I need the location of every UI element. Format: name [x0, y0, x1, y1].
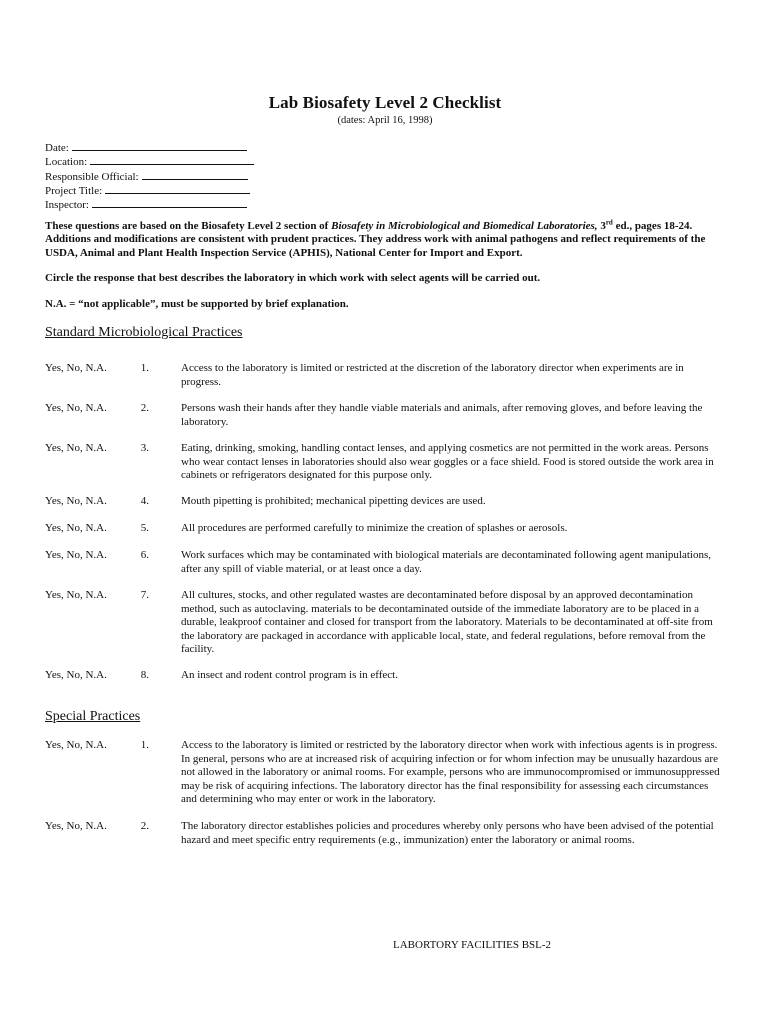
item-text: Mouth pipetting is prohibited; mechanical pipetting devices are used. [181, 495, 486, 507]
intro-paragraph [45, 220, 735, 260]
item-number: 4. [140, 495, 149, 507]
response-options[interactable]: Yes, No, N.A. [45, 362, 107, 374]
item-number: 2. [140, 402, 149, 414]
item-number: 3. [140, 442, 149, 454]
response-options[interactable]: Yes, No, N.A. [45, 669, 107, 681]
item-text: Work surfaces which may be contaminated with biological materials are decontaminated following agent manipulations, after any spill of viable material, or at least once a day. [181, 549, 712, 575]
page-title: Lab Biosafety Level 2 Checklist [268, 93, 502, 112]
item-text: An insect and rodent control program is in effect. [181, 669, 398, 681]
location-field [45, 155, 254, 169]
intro-text-2: 3 [597, 220, 606, 232]
response-options[interactable]: Yes, No, N.A. [45, 739, 107, 751]
project-title-field [45, 184, 254, 198]
item-number: 1. [140, 362, 149, 374]
response-options[interactable]: Yes, No, N.A. [45, 589, 107, 601]
form-fields [45, 141, 254, 212]
date-field [45, 141, 254, 155]
response-options[interactable]: Yes, No, N.A. [45, 820, 107, 832]
item-number: 7. [140, 589, 149, 601]
intro-text-1: These questions are based on the Biosafety Level 2 section of [45, 220, 332, 232]
response-options[interactable]: Yes, No, N.A. [45, 549, 107, 561]
response-options[interactable]: Yes, No, N.A. [45, 402, 107, 414]
item-number: 8. [140, 669, 149, 681]
project-title-input-line[interactable] [105, 184, 250, 194]
circle-instruction: Circle the response that best describes the laboratory in which work with select agents will be carried out. [45, 272, 541, 284]
date-input-line[interactable] [72, 141, 247, 151]
response-options[interactable]: Yes, No, N.A. [45, 495, 107, 507]
item-text: Persons wash their hands after they handle viable materials and animals, after removing gloves, and before leaving the laboratory. [181, 402, 703, 428]
item-text: Eating, drinking, smoking, handling contact lenses, and applying cosmetics are not permitted in the work areas. Persons who wear contact lenses in laboratories should also wear goggles or a face shield. Food is stored outside the work area in cabinets or refrigerators designated for this purpose only. [181, 442, 714, 481]
item-text: All procedures are performed carefully to minimize the creation of splashes or aerosols. [181, 522, 568, 534]
location-label: Location: [45, 156, 88, 169]
response-options[interactable]: Yes, No, N.A. [45, 442, 107, 454]
na-instruction: N.A. = “not applicable”, must be supported by brief explanation. [45, 298, 349, 310]
item-number: 2. [140, 820, 149, 832]
item-number: 6. [140, 549, 149, 561]
responsible-official-label: Responsible Official: [45, 170, 139, 183]
item-number: 1. [140, 739, 149, 751]
item-number: 5. [140, 522, 149, 534]
item-text: Access to the laboratory is limited or restricted at the discretion of the laboratory director when experiments are in progress. [181, 362, 684, 388]
inspector-field [45, 198, 254, 212]
inspector-input-line[interactable] [92, 198, 247, 208]
date-label: Date: [45, 142, 69, 154]
project-title-label: Project Title: [45, 184, 103, 197]
intro-sup: rd [605, 218, 613, 227]
page-subtitle: (dates: April 16, 1998) [337, 115, 433, 126]
intro-text-3: ed., pages 18-24. Additions and modifications are consistent with prudent practices. They address work with animal pathogens and reflect requirements of the USDA, Animal and Plant Health Inspection Service (APHIS), National Center for Import and Export. [45, 220, 706, 259]
location-input-line[interactable] [90, 155, 254, 165]
intro-book-title: Biosafety in Microbiological and Biomedical Laboratories, [331, 220, 598, 232]
item-text: Access to the laboratory is limited or restricted by the laboratory director when work with infectious agents is in progress. In general, persons who are at increased risk of acquiring infection or for whom infection may be unusually hazardous are not allowed in the laboratory or animal rooms. For example, persons who are immunocompromised or immunosuppressed may be risk of acquiring infections. The laboratory director has the final responsibility for assessing each circumstances and determining who may enter or work in the laboratory. [181, 739, 720, 805]
section-heading-standard: Standard Microbiological Practices [45, 325, 243, 340]
responsible-official-input-line[interactable] [142, 170, 248, 180]
section-heading-special: Special Practices [45, 709, 141, 724]
page-footer: LABORTORY FACILITIES BSL-2 [393, 939, 552, 951]
item-text: All cultures, stocks, and other regulated wastes are decontaminated before disposal by an approved decontamination method, such as autoclaving. materials to be decontaminated outside of the immediate laboratory are to be placed in a durable, leakproof container and closed for transport from the laboratory. Materials to be decontaminated at off-site from the laboratory are packaged in accordance with applicable local, state, and federal regulations, before removal from the facility. [181, 589, 713, 655]
item-text: The laboratory director establishes policies and procedures whereby only persons who have been advised of the potential hazard and meet specific entry requirements (e.g., immunization) enter the laboratory or animal rooms. [181, 820, 714, 846]
response-options[interactable]: Yes, No, N.A. [45, 522, 107, 534]
inspector-label: Inspector: [45, 199, 89, 212]
responsible-official-field [45, 170, 254, 184]
